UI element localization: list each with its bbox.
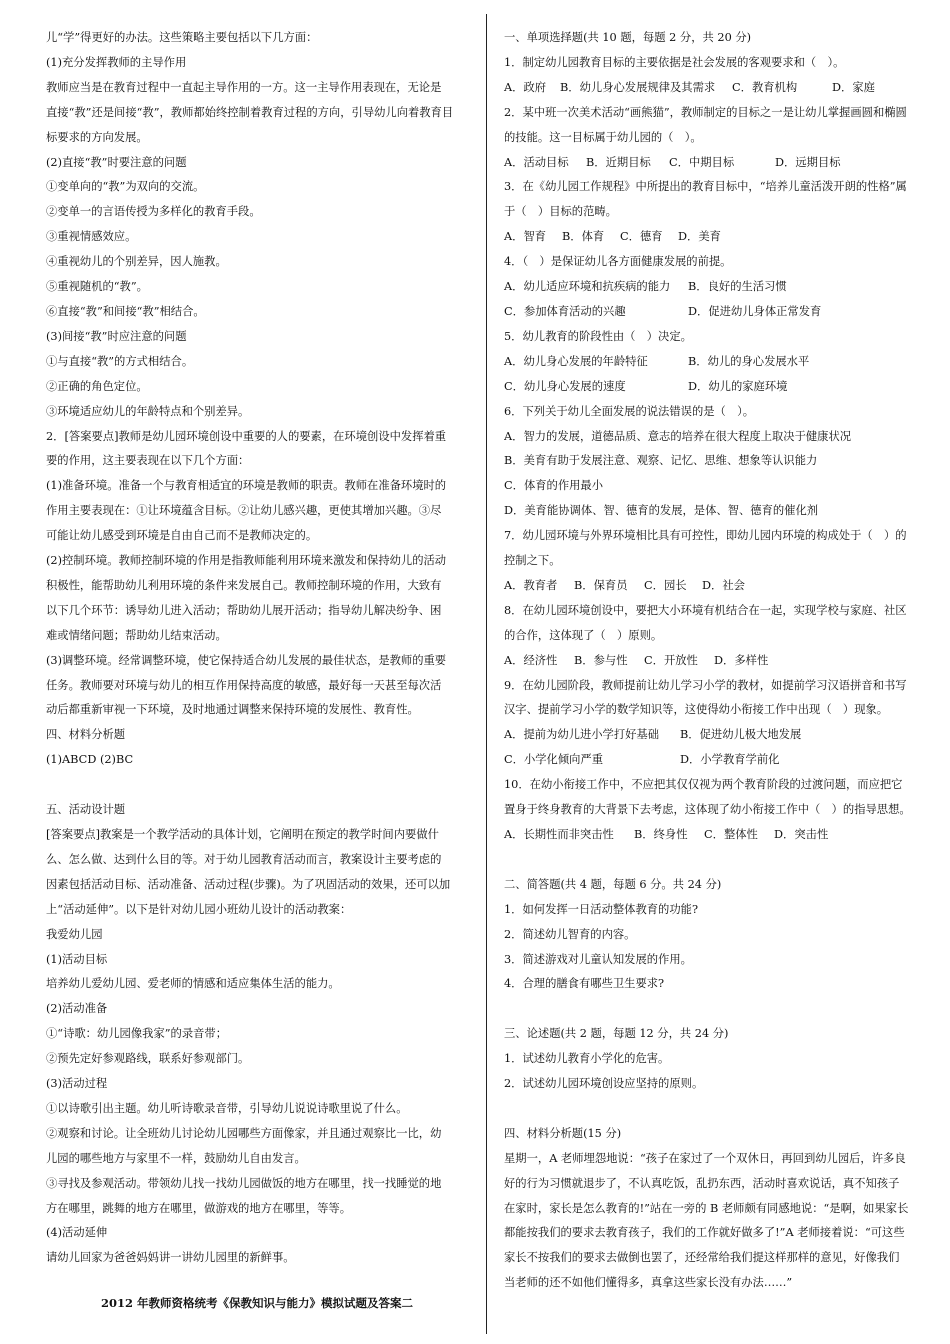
- option: C．参加体育活动的兴趣: [504, 304, 626, 318]
- question-7-cont: 控制之下。: [504, 554, 561, 568]
- question-6-option-b: B．美育有助于发展注意、观察、记忆、思维、想象等认识能力: [504, 454, 818, 468]
- text-line: ①与直接“教”的方式相结合。: [46, 354, 194, 368]
- question-9-cont: 汉字、提前学习小学的数学知识等，这使得幼小衔接工作中出现（ ）现象。: [504, 703, 889, 717]
- question-7-options: [504, 574, 928, 599]
- right-column: [504, 26, 928, 1296]
- text-line: ③寻找及参观活动。带领幼儿找一找幼儿园做饭的地方在哪里，找一找睡觉的地: [46, 1176, 442, 1190]
- text-line: 四、材料分析题: [46, 728, 126, 742]
- text-line: 我爱幼儿园: [46, 927, 103, 941]
- option: A．教育者: [504, 578, 558, 592]
- question-9: 9．在幼儿园阶段，教师提前让幼儿学习小学的教材，如提前学习汉语拼音和书写: [504, 678, 907, 692]
- text-line: 2．[答案要点]教师是幼儿园环境创设中重要的人的要素，在环境创设中发挥着重: [46, 429, 447, 443]
- text-line: (2)活动准备: [46, 1002, 108, 1016]
- essay-question: 1．试述幼儿教育小学化的危害。: [504, 1052, 670, 1066]
- text-line: ②正确的角色定位。: [46, 379, 148, 393]
- option: B．幼儿身心发展规律及其需求: [560, 80, 716, 94]
- text-line: (1)准备环境。准备一个与教育相适宜的环境是教师的职责。教师在准备环境时的: [46, 479, 447, 493]
- option: B．促进幼儿极大地发展: [680, 728, 802, 742]
- question-2-cont: 的技能。这一目标属于幼儿园的（ ）。: [504, 130, 702, 144]
- option: B．参与性: [574, 653, 628, 667]
- option: C．幼儿身心发展的速度: [504, 379, 626, 393]
- question-1: 1．制定幼儿园教育目标的主要依据是社会发展的客观要求和（ ）。: [504, 55, 845, 69]
- question-8-options: [504, 649, 928, 674]
- text-line: 培养幼儿爱幼儿园、爱老师的情感和适应集体生活的能力。: [46, 977, 340, 991]
- question-8: 8．在幼儿园环境创设中，要把大小环境有机结合在一起，实现学校与家庭、社区: [504, 603, 907, 617]
- option: D．突击性: [774, 828, 829, 841]
- text-line: 么、怎么做、达到什么目的等。对于幼儿园教育活动而言，教案设计主要考虑的: [46, 852, 442, 866]
- option: A．经济性: [504, 653, 558, 667]
- text-line: 作用主要表现在：①让环境蕴含目标。②让幼儿感兴趣，更使其增加兴趣。③尽: [46, 504, 442, 518]
- text-line: 儿“学”得更好的办法。这些策略主要包括以下几方面：: [46, 31, 318, 44]
- option: C．中期目标: [669, 155, 735, 169]
- option: A．活动目标: [504, 155, 569, 169]
- option: A．提前为幼儿进小学打好基础: [504, 728, 660, 742]
- text-line: (1)活动目标: [46, 952, 108, 966]
- text-line: 标要求的方向发展。: [46, 130, 148, 144]
- question-9-options-1: [504, 723, 928, 748]
- question-3-options: [504, 225, 928, 250]
- question-1-options: [504, 76, 928, 101]
- question-10-cont: 置身于终身教育的大背景下去考虑，这体现了幼小衔接工作中（ ）的指导思想。: [504, 803, 911, 817]
- option: C．开放性: [644, 653, 698, 667]
- material-text-line: 星期一，A 老师埋怨地说：“孩子在家过了一个双休日，再回到幼儿园后，许多良: [504, 1151, 906, 1165]
- option: B．良好的生活习惯: [688, 280, 787, 294]
- question-4-options-2: [504, 300, 928, 325]
- short-answer-question: 4．合理的膳食有哪些卫生要求?: [504, 977, 665, 991]
- option: A．幼儿适应环境和抗疾病的能力: [504, 280, 671, 294]
- text-line: 因素包括活动目标、活动准备、活动过程(步骤)。为了巩固活动的效果，还可以加: [46, 877, 451, 891]
- section-title-single-choice: 一、单项选择题(共 10 题，每题 2 分，共 20 分): [504, 31, 752, 44]
- text-line: 任务。教师要对环境与幼儿的相互作用保持高度的敏感，最好每一天甚至每次活: [46, 678, 442, 692]
- text-line: (2)控制环境。教师控制环境的作用是指教师能利用环境来激发和保持幼儿的活动: [46, 554, 447, 568]
- option: C．德育: [620, 230, 663, 244]
- left-column: [46, 26, 468, 1271]
- text-line: ②变单一的言语传授为多样化的教育手段。: [46, 205, 261, 219]
- material-text-line: 在家时，家长是怎么教育的!”站在一旁的 B 老师颇有同感地说：“是啊，如果家长: [504, 1201, 909, 1215]
- short-answer-question: 3．简述游戏对儿童认知发展的作用。: [504, 952, 692, 966]
- spacer: [46, 773, 468, 798]
- option: A．智育: [504, 230, 547, 244]
- question-4: 4．（ ）是保证幼儿各方面健康发展的前提。: [504, 255, 732, 269]
- material-text-line: 好的行为习惯就退步了，不认真吃饭，乱扔东西，活动时喜欢说话，真不知孩子: [504, 1176, 900, 1190]
- text-line: ③重视情感效应。: [46, 230, 137, 244]
- question-7: 7．幼儿园环境与外界环境相比具有可控性，即幼儿园内环境的构成处于（ ）的: [504, 529, 907, 543]
- section-title-essay: 三、论述题(共 2 题，每题 12 分，共 24 分): [504, 1027, 729, 1041]
- text-line: 儿园的哪些地方与家里不一样，鼓励幼儿自由发言。: [46, 1151, 306, 1165]
- text-line: ①以诗歌引出主题。幼儿听诗歌录音带，引导幼儿说说诗歌里说了什么。: [46, 1101, 408, 1115]
- spacer: [504, 997, 928, 1022]
- question-6: 6．下列关于幼儿全面发展的说法错误的是（ ）。: [504, 404, 755, 418]
- text-line: 以下几个环节：诱导幼儿进入活动；帮助幼儿展开活动；指导幼儿解决纷争、困: [46, 603, 442, 617]
- option: B．体育: [562, 230, 605, 244]
- text-line: (1)充分发挥教师的主导作用: [46, 55, 187, 69]
- short-answer-question: 1．如何发挥一日活动整体教育的功能?: [504, 902, 698, 916]
- text-line: 积极性，能帮助幼儿利用环境的条件来发展自己。教师控制环境的作用，大致有: [46, 578, 442, 592]
- text-line: 教师应当是在教育过程中一直起主导作用的一方。这一主导作用表现在，无论是: [46, 80, 442, 94]
- question-6-option-c: C．体育的作用最小: [504, 479, 604, 493]
- question-5-options-2: [504, 375, 928, 400]
- text-line: ②观察和讨论。让全班幼儿讨论幼儿园哪些方面像家，并且通过观察比一比，幼: [46, 1126, 442, 1140]
- question-3-cont: 于（ ）目标的范畴。: [504, 205, 617, 219]
- option: D．多样性: [714, 653, 769, 667]
- option: A．政府: [504, 80, 547, 94]
- option: B．近期目标: [586, 155, 651, 169]
- text-line: (3)调整环境。经常调整环境，使它保持适合幼儿发展的最佳状态，是教师的重要: [46, 653, 447, 667]
- page-footer-title: 2012 年教师资格统考《保教知识与能力》模拟试题及答案二: [100, 1296, 413, 1310]
- option: B．保育员: [574, 578, 628, 592]
- text-line: (4)活动延伸: [46, 1226, 108, 1240]
- option: A．长期性而非突击性: [504, 828, 614, 841]
- text-line: ④重视幼儿的个别差异，因人施教。: [46, 255, 227, 269]
- option: B．终身性: [634, 828, 688, 841]
- question-2: 2．某中班一次美术活动“画熊猫”，教师制定的目标之一是让幼儿掌握画圆和椭圆: [504, 105, 907, 119]
- option: C．教育机构: [732, 80, 798, 94]
- material-text-line: 都能按我们的要求去教育孩子，我们的工作就好做多了!”A 老师接着说：“可这些: [504, 1226, 905, 1240]
- text-line: ⑤重视随机的“教”。: [46, 280, 148, 294]
- question-4-options-1: [504, 275, 928, 300]
- material-text-line: 家长不按我们的要求去做倒也罢了，还经常给我们提这样那样的意见，好像我们: [504, 1251, 900, 1265]
- option: B．幼儿的身心发展水平: [688, 354, 810, 368]
- text-line: ①“诗歌：幼儿园像我家”的录音带；: [46, 1027, 228, 1041]
- question-3: 3．在《幼儿园工作规程》中所提出的教育目标中，“培养儿童活泼开朗的性格”属: [504, 180, 907, 194]
- text-line: 要的作用，这主要表现在以下几个方面：: [46, 454, 250, 468]
- text-line: 难或情绪问题；帮助幼儿结束活动。: [46, 628, 227, 642]
- option: D．社会: [702, 578, 745, 592]
- text-line: 五、活动设计题: [46, 803, 126, 817]
- question-6-option-d: D．美育能协调体、智、德育的发展，是体、智、德育的催化剂: [504, 504, 819, 518]
- essay-question: 2．试述幼儿园环境创设应坚持的原则。: [504, 1077, 704, 1091]
- text-line: ⑥直接“教”和间接“教”相结合。: [46, 304, 205, 318]
- text-line: ③环境适应幼儿的年龄特点和个别差异。: [46, 404, 250, 418]
- question-2-options: [504, 151, 928, 176]
- option: D．远期目标: [775, 155, 841, 169]
- text-line: (1)ABCD (2)BC: [46, 753, 134, 767]
- text-line: 动后都重新审视一下环境，及时地通过调整来保持环境的发展性、教育性。: [46, 703, 419, 717]
- text-line: ②预先定好参观路线，联系好参观部门。: [46, 1052, 250, 1066]
- question-6-option-a: A．智力的发展，道德品质、意志的培养在很大程度上取决于健康状况: [504, 429, 852, 443]
- question-10-options: [504, 823, 928, 848]
- column-divider: [486, 14, 487, 1334]
- option: D．美育: [678, 230, 721, 244]
- text-line: (2)直接“教”时要注意的问题: [46, 155, 187, 169]
- spacer: [504, 848, 928, 873]
- question-9-options-2: [504, 748, 928, 773]
- text-line: ①变单向的“教”为双向的交流。: [46, 180, 205, 194]
- option: D．促进幼儿身体正常发育: [688, 304, 822, 318]
- text-line: 上“活动延伸”。以下是针对幼儿园小班幼儿设计的活动教案：: [46, 902, 352, 916]
- section-title-material-analysis: 四、材料分析题(15 分): [504, 1126, 622, 1140]
- text-line: 请幼儿回家为爸爸妈妈讲一讲幼儿园里的新鲜事。: [46, 1251, 295, 1265]
- question-8-cont: 的合作，这体现了（ ）原则。: [504, 628, 663, 642]
- question-5-options-1: [504, 350, 928, 375]
- option: D．家庭: [832, 80, 875, 94]
- material-text-line: 当老师的还不如他们懂得多，真拿这些家长没有办法……”: [504, 1276, 793, 1290]
- option: C．小学化倾向严重: [504, 753, 604, 767]
- text-line: 可能让幼儿感受到环境是自由自己而不是教师决定的。: [46, 529, 318, 543]
- section-title-short-answer: 二、简答题(共 4 题，每题 6 分。共 24 分): [504, 877, 722, 891]
- option: D．幼儿的家庭环境: [688, 379, 788, 393]
- question-5: 5．幼儿教育的阶段性由（ ）决定。: [504, 329, 692, 343]
- option: D．小学教育学前化: [680, 753, 780, 767]
- option: C．园长: [644, 578, 687, 592]
- text-line: [答案要点]教案是一个教学活动的具体计划，它阐明在预定的教学时间内要做什: [46, 827, 439, 841]
- text-line: (3)活动过程: [46, 1077, 108, 1091]
- question-10: 10．在幼小衔接工作中，不应把其仅仅视为两个教育阶段的过渡问题，而应把它: [504, 778, 903, 792]
- option: C．整体性: [704, 828, 758, 841]
- option: A．幼儿身心发展的年龄特征: [504, 354, 648, 368]
- text-line: 直接“教”还是间接“教”，教师都始终控制着教育过程的方向，引导幼儿向着教育目: [46, 105, 454, 119]
- spacer: [504, 1097, 928, 1122]
- text-line: (3)间接“教”时应注意的问题: [46, 329, 187, 343]
- text-line: 方在哪里，跳舞的地方在哪里，做游戏的地方在哪里，等等。: [46, 1201, 352, 1215]
- short-answer-question: 2．简述幼儿智育的内容。: [504, 927, 636, 941]
